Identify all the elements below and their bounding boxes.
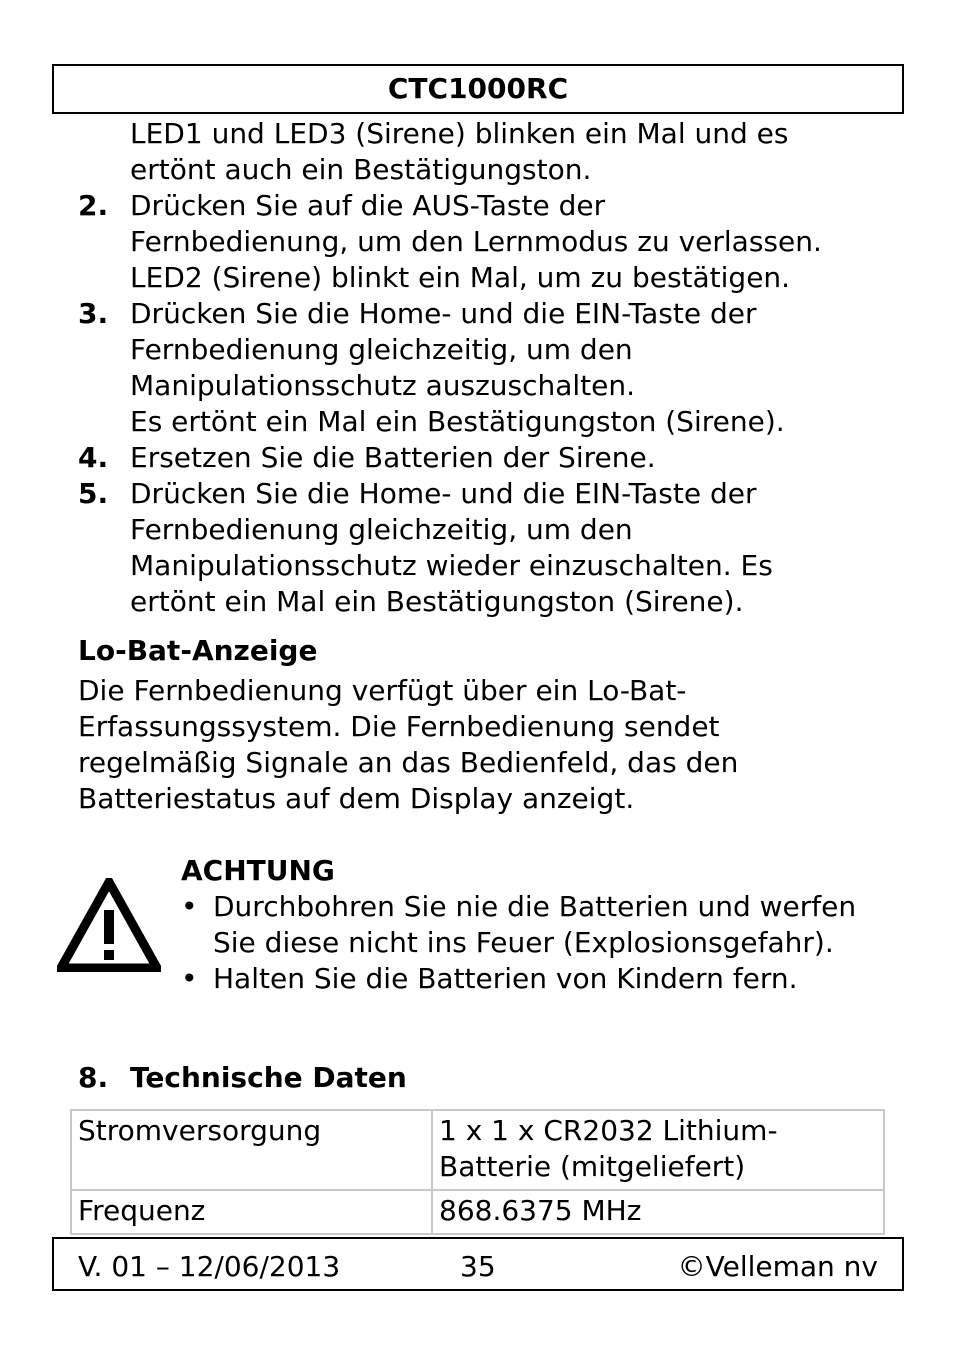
warning-triangle-icon [57,878,161,972]
lobat-heading: Lo-Bat-Anzeige [78,634,318,667]
spec-value-line: 1 x 1 x CR2032 Lithium- [439,1114,778,1147]
step-number-2: 2. [78,189,109,222]
footer-copyright: ©Velleman nv [677,1250,878,1283]
document-title: CTC1000RC [387,72,569,105]
lobat-line: Batteriestatus auf dem Display anzeigt. [78,782,635,815]
bullet-dot: • [181,962,198,995]
step-5-line: ertönt ein Mal ein Bestätigungston (Sirene). [130,585,744,618]
section-number: 8. [78,1061,109,1094]
spec-label: Stromversorgung [71,1110,432,1190]
lobat-line: Die Fernbedienung verfügt über ein Lo-Bat- [78,674,687,707]
section-title: Technische Daten [130,1061,407,1094]
spec-label: Frequenz [71,1190,432,1234]
spec-table [70,1109,885,1235]
step-5-line: Manipulationsschutz wieder einzuschalten. Es [130,549,773,582]
intro-line: LED1 und LED3 (Sirene) blinken ein Mal und es [130,117,789,150]
warning-bullet-line: Halten Sie die Batterien von Kindern fern. [213,962,798,995]
step-number-5: 5. [78,477,109,510]
warning-bullet-line: Sie diese nicht ins Feuer (Explosionsgefahr). [213,926,834,959]
table-row [71,1190,884,1234]
lobat-line: Erfassungssystem. Die Fernbedienung sendet [78,710,720,743]
step-5-line: Fernbedienung gleichzeitig, um den [130,513,633,546]
footer-page-number: 35 [460,1250,496,1283]
footer-version: V. 01 – 12/06/2013 [78,1250,341,1283]
spec-value-line: 868.6375 MHz [439,1194,642,1227]
step-3-line: Es ertönt ein Mal ein Bestätigungston (Sirene). [130,405,785,438]
bullet-dot: • [181,890,198,923]
step-5-line: Drücken Sie die Home- und die EIN-Taste der [130,477,757,510]
step-2-line: Drücken Sie auf die AUS-Taste der [130,189,606,222]
warning-title: ACHTUNG [181,854,335,887]
step-number-4: 4. [78,441,109,474]
step-2-line: LED2 (Sirene) blinkt ein Mal, um zu bestätigen. [130,261,791,294]
step-2-line: Fernbedienung, um den Lernmodus zu verlassen. [130,225,822,258]
warning-bullet-line: Durchbohren Sie nie die Batterien und werfen [213,890,857,923]
step-number-3: 3. [78,297,109,330]
step-3-line: Fernbedienung gleichzeitig, um den [130,333,633,366]
spec-value [432,1190,884,1234]
spec-value-line: Batterie (mitgeliefert) [439,1150,746,1183]
intro-line: ertönt auch ein Bestätigungston. [130,153,592,186]
step-3-line: Drücken Sie die Home- und die EIN-Taste der [130,297,757,330]
footer-box [52,1237,904,1291]
spec-value [432,1110,884,1190]
lobat-line: regelmäßig Signale an das Bedienfeld, das den [78,746,739,779]
header-box [52,64,904,114]
table-row [71,1110,884,1190]
step-3-line: Manipulationsschutz auszuschalten. [130,369,636,402]
step-4-line: Ersetzen Sie die Batterien der Sirene. [130,441,656,474]
